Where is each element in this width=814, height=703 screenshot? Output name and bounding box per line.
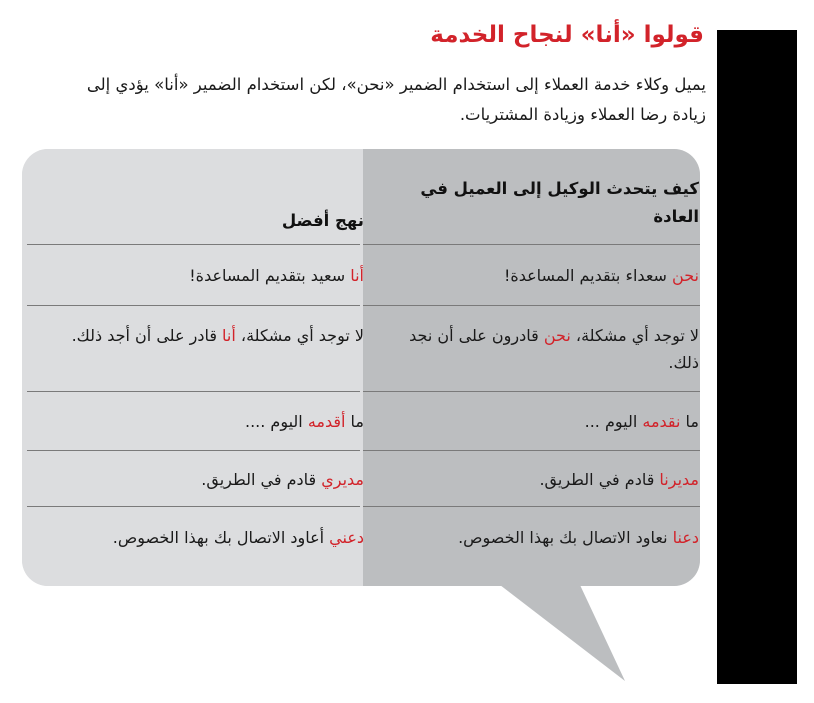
phrase-text: سعداء بتقديم المساعدة! bbox=[503, 266, 673, 285]
speech-bubble bbox=[22, 149, 700, 586]
phrase-text: قادم في الطريق. bbox=[539, 470, 660, 489]
pronoun-highlight: مديري bbox=[321, 470, 364, 489]
usual-phrase-5 bbox=[397, 524, 699, 551]
phrase-text: اليوم ... bbox=[584, 412, 643, 431]
row-divider bbox=[363, 305, 700, 306]
phrase-text: نعاود الاتصال بك بهذا الخصوص. bbox=[458, 528, 673, 547]
black-side-bar bbox=[717, 30, 797, 684]
row-divider bbox=[27, 305, 360, 306]
phrase-text: سعيد بتقديم المساعدة! bbox=[189, 266, 351, 285]
phrase-text: ما bbox=[345, 412, 364, 431]
better-phrase-3 bbox=[46, 408, 364, 435]
row-divider bbox=[363, 391, 700, 392]
phrase-text: قادر على أن أجد ذلك. bbox=[71, 326, 223, 345]
pronoun-highlight: أنا bbox=[350, 266, 364, 285]
phrase-text: اليوم .... bbox=[244, 412, 308, 431]
pronoun-highlight: أقدمه bbox=[307, 412, 346, 431]
pronoun-highlight: نقدمه bbox=[642, 412, 681, 431]
row-divider bbox=[363, 506, 700, 507]
speech-bubble-tail bbox=[500, 585, 640, 685]
page-title: قولوا «أنا» لنجاح الخدمة bbox=[430, 22, 704, 48]
intro-paragraph: يميل وكلاء خدمة العملاء إلى استخدام الضمير «نحن»، لكن استخدام الضمير «أنا» يؤدي إلى زيادة رضا العملاء وزيادة المشتريات. bbox=[86, 75, 706, 124]
pronoun-highlight: دعني bbox=[329, 528, 364, 547]
better-phrase-2 bbox=[46, 322, 364, 349]
pronoun-highlight: دعنا bbox=[672, 528, 699, 547]
usual-phrase-4 bbox=[397, 466, 699, 493]
usual-phrase-2 bbox=[397, 322, 699, 376]
usual-column-header: كيف يتحدث الوكيل إلى العميل في العادة bbox=[420, 179, 699, 226]
better-phrase-5 bbox=[46, 524, 364, 551]
row-divider bbox=[27, 391, 360, 392]
pronoun-highlight: نحن bbox=[543, 326, 571, 345]
row-divider bbox=[363, 244, 700, 245]
phrase-text: قادرون على أن نجد ذلك. bbox=[409, 326, 699, 372]
pronoun-highlight: أنا bbox=[222, 326, 236, 345]
phrase-text: أعاود الاتصال بك بهذا الخصوص. bbox=[112, 528, 330, 547]
row-divider bbox=[363, 450, 700, 451]
phrase-text: لا توجد أي مشكلة، bbox=[235, 326, 364, 345]
usual-phrase-3 bbox=[397, 408, 699, 435]
phrase-text: ما bbox=[680, 412, 699, 431]
usual-phrase-1 bbox=[397, 262, 699, 289]
phrase-text: قادم في الطريق. bbox=[201, 470, 322, 489]
pronoun-highlight: نحن bbox=[672, 266, 699, 285]
pronoun-highlight: مديرنا bbox=[659, 470, 699, 489]
row-divider bbox=[27, 450, 360, 451]
row-divider bbox=[27, 244, 360, 245]
better-phrase-4 bbox=[46, 466, 364, 493]
phrase-text: لا توجد أي مشكلة، bbox=[570, 326, 699, 345]
row-divider bbox=[27, 506, 360, 507]
better-phrase-1 bbox=[46, 262, 364, 289]
better-column-header: نهج أفضل bbox=[281, 211, 364, 230]
